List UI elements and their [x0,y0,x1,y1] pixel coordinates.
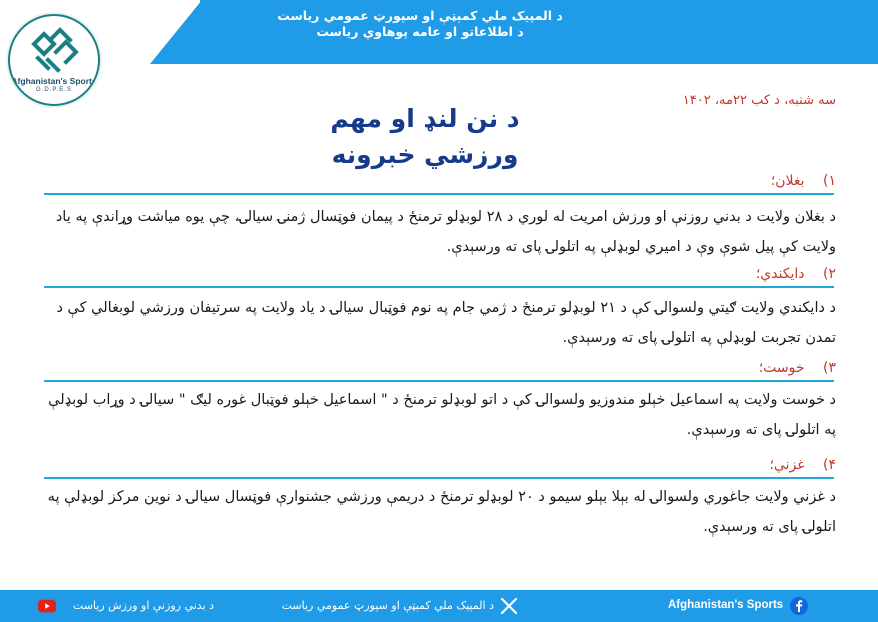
youtube-icon[interactable] [38,598,56,616]
footer-bar [0,590,878,622]
footer-youtube-label[interactable]: د بدني روزنې او ورزش رياست [72,599,214,612]
x-twitter-icon[interactable] [500,597,518,615]
footer-x-label[interactable]: د المپیک ملي کمېټې او سپورټ عمومي رياست [281,599,494,612]
news-item-2-text: د دايکندي ولايت ګيتي ولسوالۍ کې د ۲۱ لوبډلو ترمنځ د ژمي جام په نوم فوټبال سيالۍ د ياد ولايت په سرتيفان ورزشي لوبغالي کې د تمدن تجربت لوبډلې په اتلولۍ پای ته ورسېدې. [56,300,836,346]
logo-mark-icon [24,26,84,74]
logo-subtitle: G.D.P.E.S [36,87,72,93]
title-line-1: د نن لنډ او مهم [330,104,520,133]
header-line-2: د اطلاعاتو او عامه پوهاوي رياست [316,24,524,39]
date-label: سه شنبه، د کب ۲۲مه، ۱۴۰۲ [682,93,836,108]
item-divider [44,477,834,479]
news-item-3-text: د خوست ولايت په اسماعيل خېلو مندوزيو ولسوالۍ کې د اتو لوبډلو ترمنځ د " اسماعيل خېلو فوټبال غوره ليګ " سيالۍ د وړاب لوبډلې په اتلولۍ پای ته ورسېدې. [48,392,836,438]
item-number: ۲) [823,266,836,282]
facebook-icon[interactable] [790,597,808,615]
news-item-2-heading [756,264,836,284]
item-number: ۱) [823,173,836,189]
item-heading: غزني؛ [769,457,805,473]
footer-facebook-label[interactable]: Afghanistan's Sports [668,599,784,611]
header-line-1: د المپیک ملي کمېټې او سپورټ عمومي رياست [277,8,563,23]
news-item-3-heading [759,358,836,378]
news-item-4-heading [769,455,836,475]
item-heading: بغلان؛ [770,173,805,189]
item-number: ۳) [823,360,836,376]
organization-logo [8,14,100,106]
item-heading: دايکندي؛ [755,266,805,282]
page-title [300,101,550,173]
item-divider [44,193,834,195]
news-item-4-text: د غزني ولايت جاغوري ولسوالۍ له بېلا بېلو سيمو د ۲۰ لوبډلو ترمنځ د دريمې ورزشي جشنوارې فوټسال سيالۍ د نوين مرکز لوبډلې په اتلولۍ پای ته ورسېدې. [47,489,836,535]
item-divider [44,380,834,382]
logo-name: Afghanistan's Sports [11,76,97,86]
title-line-2: ورزشي خبرونه [331,140,519,169]
item-heading: خوست؛ [758,360,805,376]
item-number: ۴) [823,457,836,473]
header-text [260,8,580,40]
news-item-1-text: د بغلان ولايت د بدني روزنې او ورزش امريت له لوري د ۲۸ لوبډلو ترمنځ د پيمان فوټسال ژمنۍ سيالۍ، چې يوه مياشت وړاندې په ياد ولايت کې پيل شوې وې د اميري لوبډلې په اتلولۍ پای ته ورسېدې. [55,209,836,255]
header-wedge [150,0,202,64]
item-divider [44,286,834,288]
news-item-1-heading [771,171,836,191]
